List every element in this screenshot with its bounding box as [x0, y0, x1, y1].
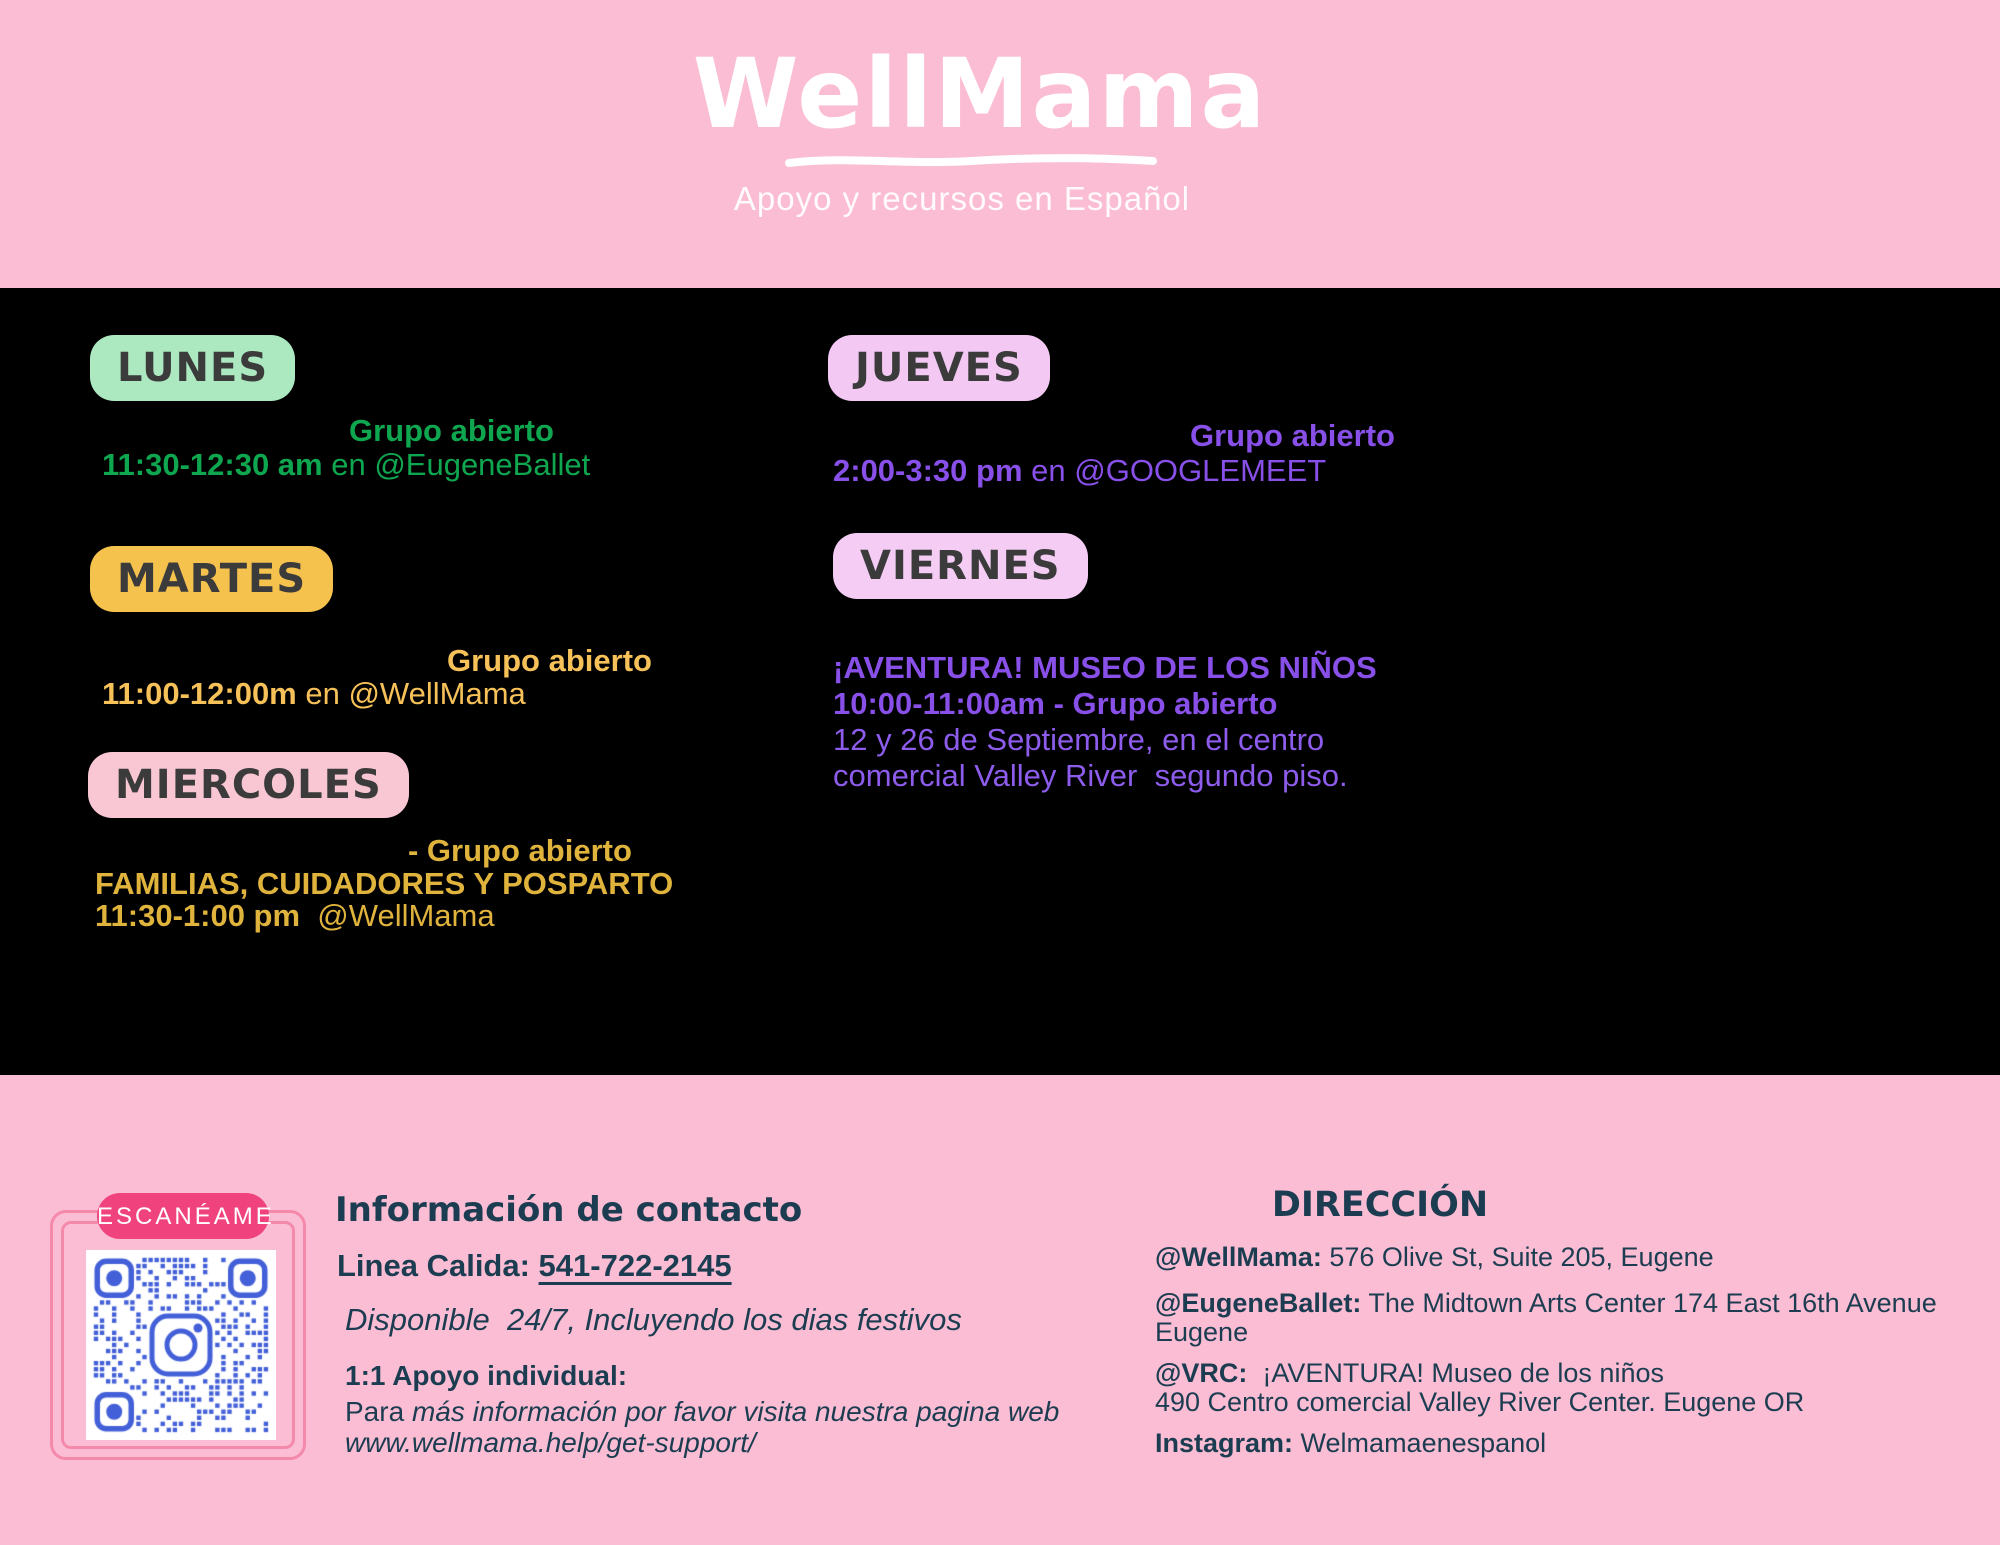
- contact-heading: Información de contacto: [335, 1190, 803, 1230]
- direccion-entry-wellmama: [1155, 1243, 1955, 1272]
- viernes-place: comercial Valley River segundo piso.: [833, 758, 1348, 793]
- title-underline-squiggle: [785, 152, 1157, 170]
- martes-time: 11:00-12:00m: [102, 676, 297, 711]
- page-title: WellMama: [692, 38, 1268, 150]
- martes-note: Grupo abierto: [447, 643, 652, 678]
- jueves-time: 2:00-3:30 pm: [833, 453, 1023, 488]
- badge-viernes: VIERNES: [833, 533, 1088, 599]
- viernes-time-line: 10:00-11:00am - Grupo abierto: [833, 686, 1278, 721]
- phone-number[interactable]: 541-722-2145: [538, 1248, 732, 1283]
- support-note-prefix: Para: [345, 1396, 412, 1427]
- qr-code: [86, 1250, 276, 1440]
- direccion-heading: DIRECCIÓN: [1271, 1185, 1489, 1225]
- viernes-dates: 12 y 26 de Septiembre, en el centro: [833, 722, 1325, 757]
- instagram-handle: Welmamaenespanol: [1293, 1428, 1547, 1458]
- badge-jueves: JUEVES: [828, 335, 1050, 401]
- phone-label: Linea Calida:: [337, 1248, 539, 1283]
- lunes-time-line: [102, 449, 590, 481]
- phone-line: [337, 1248, 732, 1284]
- jueves-time-line: [833, 455, 1326, 487]
- badge-martes: MARTES: [90, 546, 333, 612]
- page-subtitle: Apoyo y recursos en Español: [733, 180, 1191, 217]
- entry-text: The Midtown Arts Center 174 East 16th Avenue Eugene: [1155, 1288, 1945, 1347]
- lunes-location: en @EugeneBallet: [322, 447, 591, 482]
- badge-lunes: LUNES: [90, 335, 295, 401]
- direccion-entry-instagram: [1155, 1429, 1955, 1458]
- qr-box: [86, 1250, 276, 1440]
- support-label: 1:1 Apoyo individual:: [345, 1360, 628, 1391]
- entry-label: @WellMama:: [1155, 1242, 1322, 1272]
- entry-text: 576 Olive St, Suite 205, Eugene: [1321, 1242, 1714, 1272]
- entry-label: @VRC:: [1155, 1358, 1248, 1388]
- badge-miercoles: MIERCOLES: [88, 752, 409, 818]
- jueves-note: Grupo abierto: [1190, 418, 1395, 453]
- martes-time-line: [102, 678, 526, 710]
- miercoles-note: - Grupo abierto: [408, 833, 632, 868]
- entry-text: ¡AVENTURA! Museo de los niños: [1247, 1358, 1664, 1388]
- miercoles-time: 11:30-1:00 pm: [95, 898, 301, 933]
- miercoles-audience: FAMILIAS, CUIDADORES Y POSPARTO: [95, 866, 674, 901]
- lunes-note: Grupo abierto: [349, 413, 554, 448]
- entry-text-line2: 490 Centro comercial Valley River Center. Eugene OR: [1155, 1387, 1805, 1417]
- availability-note: Disponible 24/7, Incluyendo los dias festivos: [345, 1302, 962, 1337]
- entry-label: Instagram:: [1155, 1428, 1294, 1458]
- header-band: [0, 0, 2000, 288]
- scan-me-pill: ESCANÉAME: [97, 1193, 269, 1239]
- entry-label: @EugeneBallet:: [1155, 1288, 1362, 1318]
- direccion-entry-vrc: [1155, 1359, 1955, 1417]
- support-note-italic: más información por favor visita nuestra pagina web: [411, 1396, 1060, 1427]
- viernes-event-title: ¡AVENTURA! MUSEO DE LOS NIÑOS: [833, 650, 1377, 685]
- miercoles-location: @WellMama: [300, 898, 495, 933]
- martes-location: en @WellMama: [296, 676, 526, 711]
- support-note: [345, 1396, 1059, 1428]
- lunes-time: 11:30-12:30 am: [102, 447, 323, 482]
- jueves-location: en @GOOGLEMEET: [1022, 453, 1327, 488]
- support-url[interactable]: www.wellmama.help/get-support/: [345, 1427, 756, 1458]
- miercoles-time-line: [95, 900, 495, 932]
- direccion-entry-eugeneballet: [1155, 1289, 1955, 1347]
